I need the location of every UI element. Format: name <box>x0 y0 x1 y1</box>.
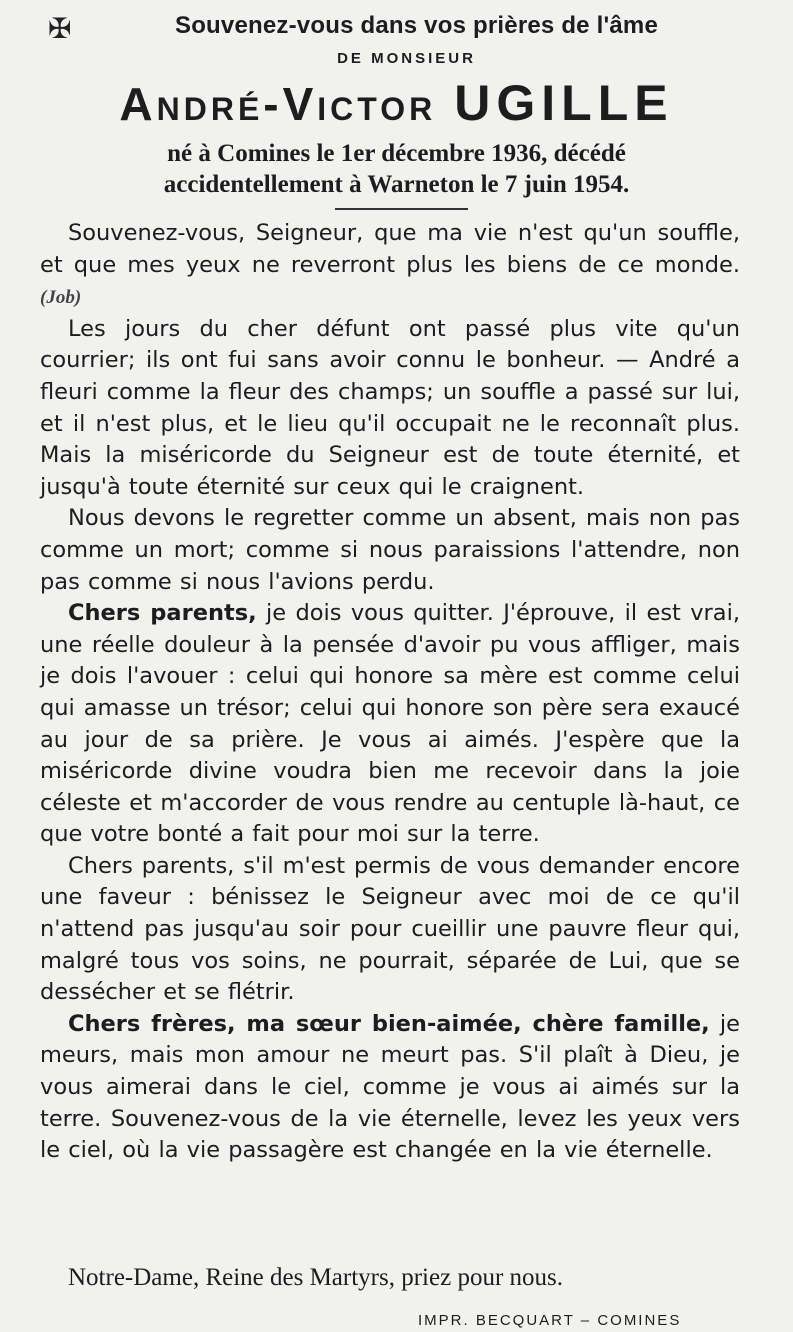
remembrance-line: Souvenez-vous dans vos prières de l'âme <box>174 12 659 39</box>
paragraph-3: Nous devons le regretter comme un absent, mais non pas comme un mort; comme si nous paraissions l'attendre, non pas comme si nous l'avions perdu. <box>40 505 740 595</box>
paragraph-2: Les jours du cher défunt ont passé plus vite qu'un courrier; ils ont fui sans avoir connu le bonheur. — André a fleuri comme la fleur des champs; un souffle a passé sur lui, et il n'est plus, et le lieu qu'il occupait ne le reconnaît plus. Mais la miséricorde du Seigneur est de toute éternité, et jusqu'à toute éternité sur ceux qui le craignent. <box>40 315 740 500</box>
paragraph-4 <box>40 598 740 851</box>
dates-line-2: accidentellement à Warneton le 7 juin 1954. <box>163 171 630 198</box>
scripture-source: (Job) <box>40 287 82 309</box>
paragraph-6-lead: Chers frères, ma sœur bien-aimée, chère famille, <box>68 1010 710 1037</box>
paragraph-6-text: je meurs, mais mon amour ne meurt pas. S'il plaît à Dieu, je vous aimerai dans le ciel, comme je vous ai aimés sur la terre. Souvenez-vous de la vie éternelle, levez les yeux vers le ciel, où la vie passagère est changée en la vie éternelle. <box>40 1010 740 1164</box>
printer-imprint: IMPR. BECQUART – COMINES <box>418 1312 682 1329</box>
title-line: DE MONSIEUR <box>337 50 476 67</box>
cross-icon: ✠ <box>48 12 72 45</box>
dates-line-1: né à Comines le 1er décembre 1936, décédé <box>167 140 626 167</box>
divider <box>335 208 468 210</box>
paragraph-1 <box>40 218 740 314</box>
last-name: UGILLE <box>454 75 674 131</box>
closing-invocation: Notre-Dame, Reine des Martyrs, priez pour nous. <box>68 1264 563 1291</box>
paragraph-4-text: je dois vous quitter. J'éprouve, il est vrai, une réelle douleur à la pensée d'avoir pu vous affliger, mais je dois l'avouer : celui qui honore sa mère est comme celui qui amasse un trésor; celui qui honore son père sera exaucé au jour de sa prière. Je vous ai aimés. J'espère que la miséricorde divine voudra bien me recevoir dans la joie céleste et m'accorder de vous rendre au centuple là-haut, ce que votre bonté a fait pour moi sur la terre. <box>40 600 740 848</box>
prayer-text <box>40 218 740 1167</box>
deceased-name <box>0 74 793 132</box>
paragraph-5: Chers parents, s'il m'est permis de vous demander encore une faveur : bénissez le Seigneur avec moi de ce qu'il n'attend pas jusqu'au soir pour cueillir une pauvre fleur qui, malgré tous vos soins, ne pourrait, séparée de Lui, que se dessécher et se flétrir. <box>40 852 740 1006</box>
first-name: André-Victor <box>119 78 437 130</box>
paragraph-6 <box>40 1009 740 1167</box>
paragraph-1-text: Souvenez-vous, Seigneur, que ma vie n'est qu'un souffle, et que mes yeux ne reverront plus les biens de ce monde. <box>40 220 740 278</box>
paragraph-4-lead: Chers parents, <box>68 600 257 627</box>
